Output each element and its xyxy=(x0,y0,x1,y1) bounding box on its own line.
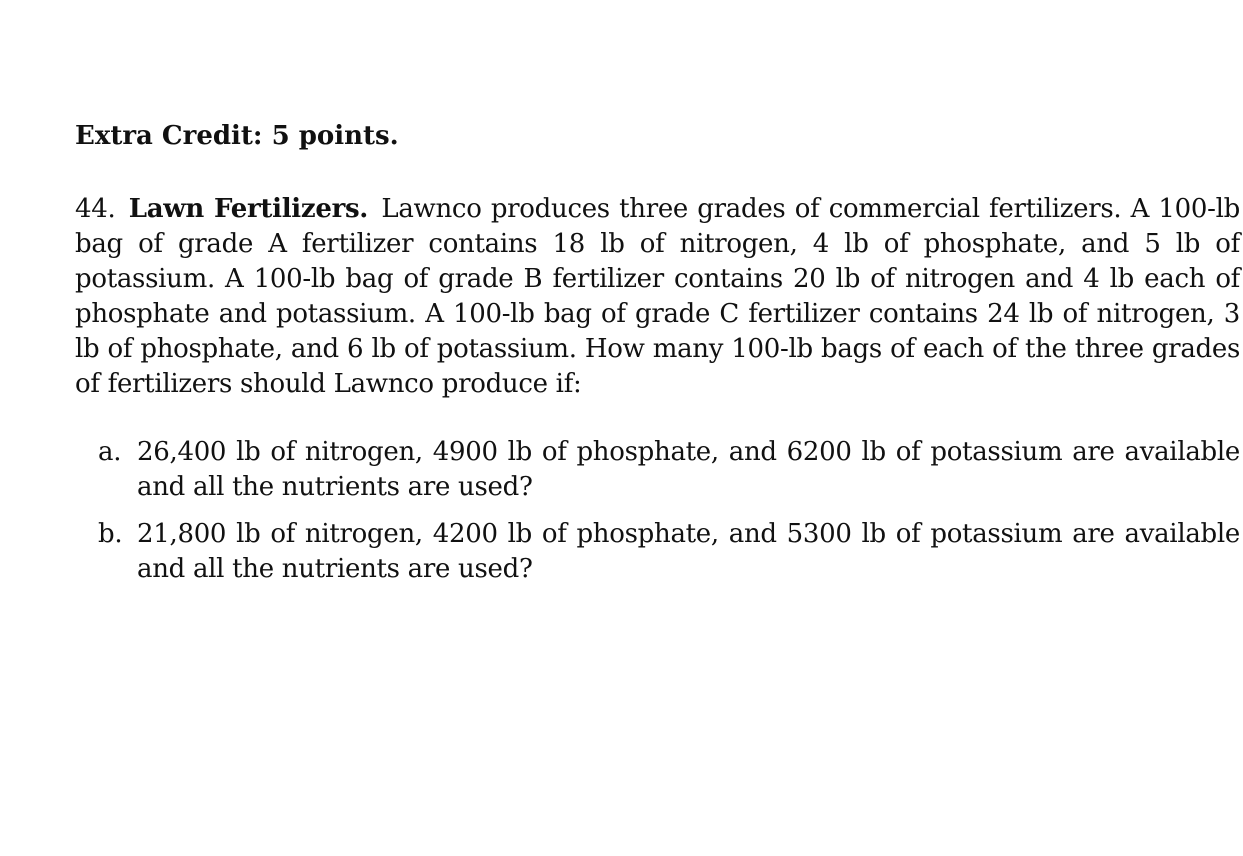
part-b-text: 21,800 lb of nitrogen, 4200 lb of phosphate, and 5300 lb of potassium are available and all the nutrients are used? xyxy=(137,519,1240,584)
extra-credit-heading: Extra Credit: 5 points. xyxy=(75,121,399,151)
problem-number: 44. xyxy=(75,194,116,224)
problem-parts xyxy=(98,435,1240,587)
part-a xyxy=(98,435,1240,505)
part-a-marker: a. xyxy=(98,437,122,467)
problem-body: Lawnco produces three grades of commercial fertilizers. A 100-lb bag of grade A fertilizer contains 18 lb of nitrogen, 4 lb of phosphate, and 5 lb of potassium. A 100-lb bag of grade B fertilizer contains 20 lb of nitrogen and 4 lb each of phosphate and potassium. A 100-lb bag of grade C fertilizer contains 24 lb of nitrogen, 3 lb of phosphate, and 6 lb of potassium. How many 100-lb bags of each of the three grades of fertilizers should Lawnco produce if: xyxy=(75,194,1241,399)
part-b xyxy=(98,517,1240,587)
part-a-text: 26,400 lb of nitrogen, 4900 lb of phosphate, and 6200 lb of potassium are available and all the nutrients are used? xyxy=(137,437,1240,502)
problem-44 xyxy=(75,192,1240,402)
problem-title: Lawn Fertilizers. xyxy=(128,194,369,224)
document-page xyxy=(75,118,1240,599)
part-b-marker: b. xyxy=(98,519,123,549)
